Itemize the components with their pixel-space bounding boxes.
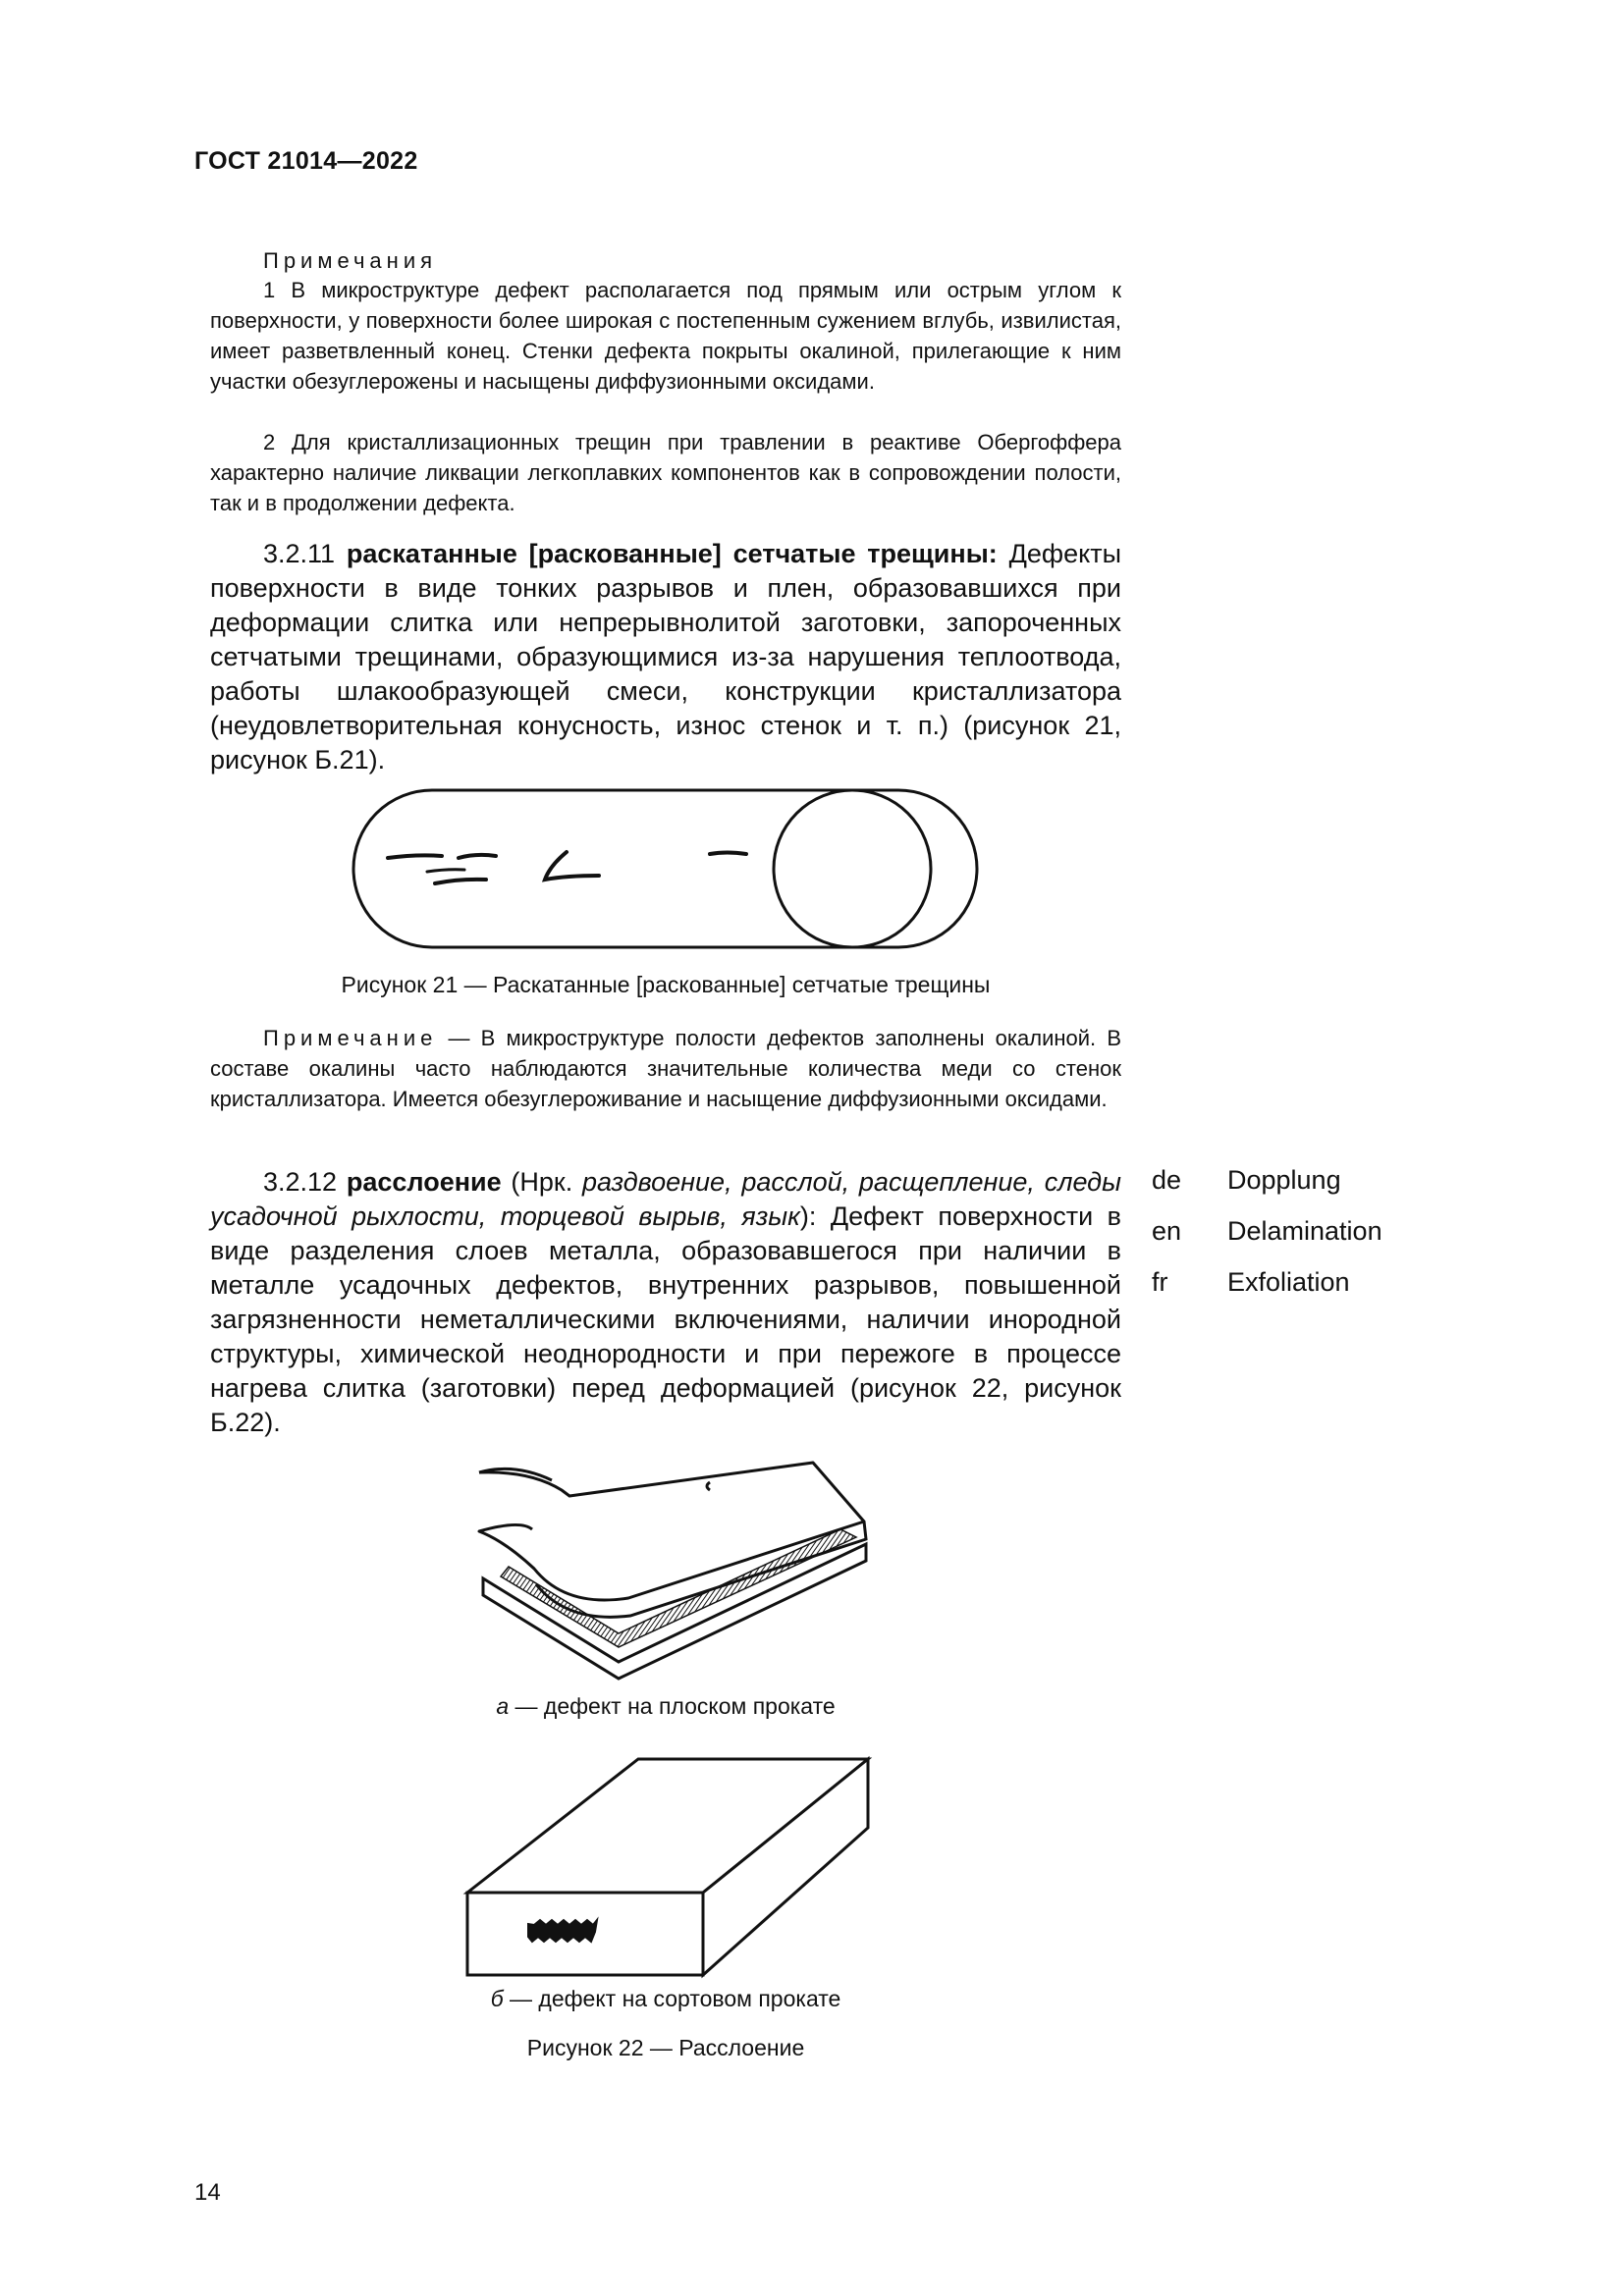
figure-22a-caption: [210, 1693, 1121, 1720]
sub-letter-a: а: [496, 1693, 510, 1719]
figure-22a-diagram: [471, 1451, 874, 1686]
npk-terms: раздвоение, расслой, расщепление, следы усадочной рыхлости, торцевой вырыв, язык: [210, 1167, 1121, 1231]
term-3-2-12: [210, 1165, 1121, 1440]
notes-title: Примечания: [263, 248, 438, 273]
term-title: раскатанные [раскованные] сетчатые трещины:: [346, 539, 998, 568]
crack-mark: [459, 855, 496, 858]
crack-mark: [435, 880, 486, 883]
document-header: ГОСТ 21014—2022: [194, 147, 418, 175]
defect-mark: [528, 1920, 597, 1942]
crack-mark: [545, 852, 599, 880]
lang-term-de: Dopplung: [1227, 1165, 1341, 1195]
note-text: — В микроструктуре полости дефектов заполнены окалиной. В составе окалины часто наблюдаются значительные количества меди со стенок кристаллизатора. Имеется обезуглероживание и насыщение диффузионными оксидами.: [210, 1026, 1122, 1111]
term-title: расслоение: [346, 1167, 502, 1197]
lang-code-de: de: [1152, 1165, 1182, 1195]
note-title: Примечание: [263, 1026, 438, 1050]
note-3: [210, 1023, 1121, 1114]
sub-text-a: — дефект на плоском прокате: [514, 1693, 836, 1719]
figure-21-caption: Рисунок 21 — Раскатанные [раскованные] сетчатые трещины: [341, 972, 991, 997]
figure-22b-caption: [210, 1986, 1121, 2012]
lang-term-fr: Exfoliation: [1227, 1267, 1350, 1297]
figure-21-diagram: [349, 785, 982, 952]
lang-code-en: en: [1152, 1216, 1182, 1246]
figure-22-caption: Рисунок 22 — Расслоение: [526, 2035, 805, 2060]
sub-text-b: — дефект на сортовом прокате: [510, 1986, 841, 2011]
term-definition: Дефекты поверхности в виде тонких разрывов и плен, образовавшихся при деформации слитка или непрерывнолитой заготовки, запороченных сетчатыми трещинами, образующимися из-за нарушения теплоотвода, работы шлакообразующей смеси, конструкции кристаллизатора (неудовлетворительная конусность, износ стенок и т. п.) (рисунок 21, рисунок Б.21).: [210, 539, 1121, 774]
term-number: 3.2.11: [263, 539, 336, 568]
lang-term-en: Delamination: [1227, 1216, 1382, 1246]
figure-22b-diagram: [461, 1747, 874, 1983]
lang-code-fr: fr: [1152, 1267, 1168, 1297]
npk-open: (Нрк.: [511, 1167, 573, 1197]
crack-mark: [710, 853, 746, 855]
note-1: 1 В микроструктуре дефект располагается под прямым или острым углом к поверхности, у поверхности более широкая с постепенным сужением вглубь, извилистая, имеет разветвленный конец. Стенки дефекта покрыты окалиной, прилегающие к ним участки обезуглерожены и насыщены диффузионными оксидами.: [210, 278, 1121, 394]
npk-close: ):: [799, 1201, 817, 1231]
crack-mark: [388, 855, 442, 858]
crack-mark: [427, 870, 464, 872]
slab-end-circle: [774, 790, 931, 947]
page-number: 14: [194, 2179, 221, 2206]
sub-letter-b: б: [490, 1986, 504, 2011]
note-2: 2 Для кристаллизационных трещин при травлении в реактиве Обергоффера характерно наличие ликвации легкоплавких компонентов как в сопровождении полости, так и в продолжении дефекта.: [210, 430, 1121, 515]
term-3-2-11: [210, 537, 1121, 777]
term-number: 3.2.12: [263, 1167, 338, 1197]
term-definition: Дефект поверхности в виде разделения слоев металла, образовавшегося при наличии в металле усадочных дефектов, внутренних разрывов, повышенной загрязненности неметаллическими включениями, наличии инородной структуры, химической неоднородности и при пережоге в процессе нагрева слитка (заготовки) перед деформацией (рисунок 22, рисунок Б.22).: [210, 1201, 1121, 1437]
